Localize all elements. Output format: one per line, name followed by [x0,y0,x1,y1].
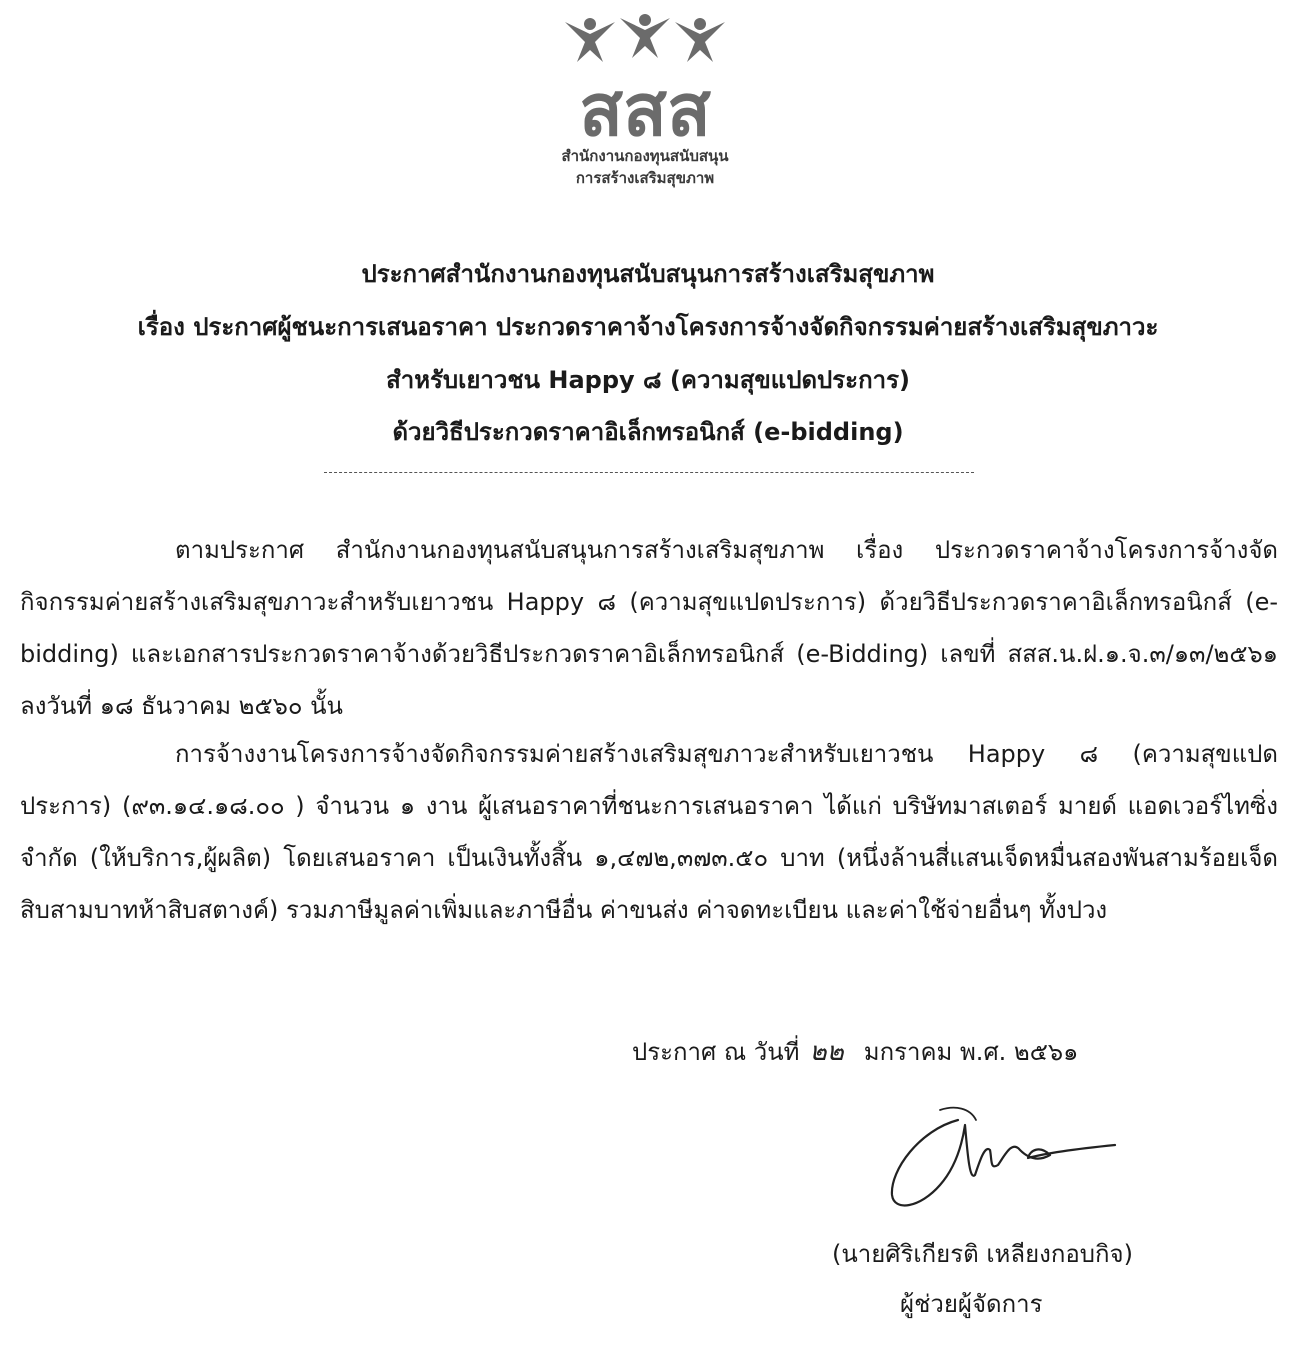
title-line-3: สำหรับเยาวชน Happy ๘ (ความสุขแปดประการ) [386,366,910,394]
paragraph-1 [20,524,1278,732]
signatory-position: ผู้ช่วยผู้จัดการ [900,1290,1043,1318]
logo-line-1: สำนักงานกองทุนสนับสนุน [561,147,729,165]
date-month-year: มกราคม พ.ศ. ๒๕๖๑ [863,1038,1079,1066]
signature-image [880,1100,1130,1220]
paragraph-1-text: ตามประกาศ สำนักงานกองทุนสนับสนุนการสร้างเสริมสุขภาพ เรื่อง ประกวดราคาจ้างโครงการจ้างจัดกิจกรรมค่ายสร้างเสริมสุขภาวะสำหรับเยาวชน Happy ๘ (ความสุขแปดประการ) ด้วยวิธีประกวดราคาอิเล็กทรอนิกส์ (e-bidding) และเอกสารประกวดราคาจ้างด้วยวิธีประกวดราคาอิเล็กทรอนิกส์ (e-Bidding) เลขที่ สสส.น.ฝ.๑.จ.๓/๑๓/๒๕๖๑ ลงวันที่ ๑๘ ธันวาคม ๒๕๖๐ นั้น [20,536,1278,720]
paragraph-2-text: การจ้างงานโครงการจ้างจัดกิจกรรมค่ายสร้างเสริมสุขภาวะสำหรับเยาวชน Happy ๘ (ความสุขแปดประการ) (๙๓.๑๔.๑๘.๐๐ ) จำนวน ๑ งาน ผู้เสนอราคาที่ชนะการเสนอราคา ได้แก่ บริษัทมาสเตอร์ มายด์ แอดเวอร์ไทซิ่ง จำกัด (ให้บริการ,ผู้ผลิต) โดยเสนอราคา เป็นเงินทั้งสิ้น ๑,๔๗๒,๓๗๓.๕๐ บาท (หนึ่งล้านสี่แสนเจ็ดหมื่นสองพันสามร้อยเจ็ดสิบสามบาทห้าสิบสตางค์) รวมภาษีมูลค่าเพิ่มและภาษีอื่น ค่าขนส่ง ค่าจดทะเบียน และค่าใช้จ่ายอื่นๆ ทั้งปวง [20,740,1278,924]
date-prefix: ประกาศ ณ วันที่ [632,1038,800,1066]
title-line-1: ประกาศสำนักงานกองทุนสนับสนุนการสร้างเสริมสุขภาพ [361,260,935,288]
announcement-date [632,1028,1078,1076]
handwritten-day: ๒๒ [809,1037,844,1067]
title-line-4: ด้วยวิธีประกวดราคาอิเล็กทรอนิกส์ (e-bidding) [392,418,904,446]
logo-mark: สสส [579,68,711,145]
logo-line-2: การสร้างเสริมสุขภาพ [575,169,715,187]
divider [324,472,974,473]
org-logo [535,10,755,190]
paragraph-2 [20,728,1278,936]
three-people-stars-icon [535,10,755,145]
title-line-2: เรื่อง ประกาศผู้ชนะการเสนอราคา ประกวดราคาจ้างโครงการจ้างจัดกิจกรรมค่ายสร้างเสริมสุขภาวะ [137,313,1159,341]
signatory-name: (นายศิริเกียรติ เหลียงกอบกิจ) [832,1240,1133,1268]
